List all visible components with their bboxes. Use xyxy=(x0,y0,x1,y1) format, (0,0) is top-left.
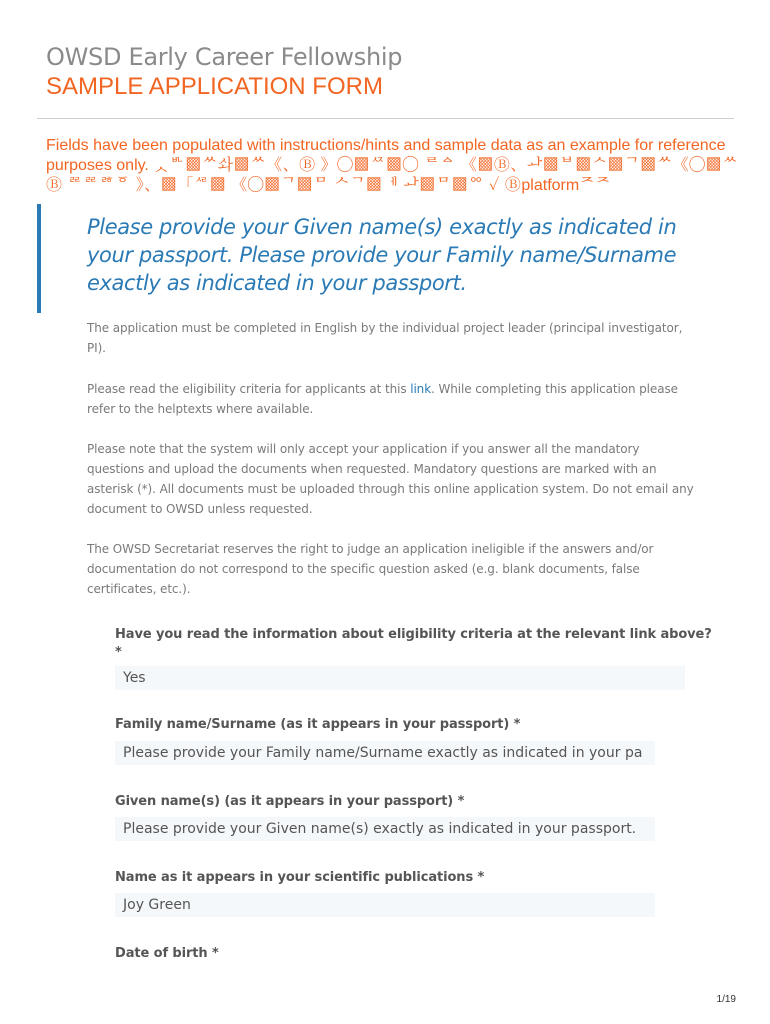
notice-platform-word: platform xyxy=(521,177,580,194)
question-family-name-label: Family name/Surname (as it appears in your passport) * xyxy=(115,717,521,732)
header-divider xyxy=(37,118,734,119)
eligibility-link[interactable]: link xyxy=(410,382,432,396)
sample-data-notice xyxy=(46,136,746,196)
page-title: OWSD Early Career Fellowship xyxy=(46,43,403,71)
notice-garbled-glyphs-1: ᆺᄟ▩ᄊᄼᅪ▩ᄊ《、Ⓑ 》◯▩ᄶ▩◯ ᄅᅀ 《▩Ⓑ、ᅪ▩ᄇ▩ᄉ▩ᄀ▩ᄊ《◯▩ᄊ Ⓑ xyxy=(46,157,739,194)
question-date-of-birth-label: Date of birth * xyxy=(115,946,219,961)
notice-text: Fields have been populated with instructions/hints and sample data as an example for reference purposes only. xyxy=(46,137,726,174)
intro-heading: Please provide your Given name(s) exactly as indicated in your passport. Please provide your Family name/Surname exactly as indicated in your passport. xyxy=(87,215,677,295)
intro-paragraph-language: The application must be completed in English by the individual project leader (principal investigator, PI). xyxy=(87,321,683,355)
question-family-name-answer[interactable]: Please provide your Family name/Surname exactly as indicated in your pa xyxy=(115,741,655,765)
notice-garbled-glyphs-2: ᄙᄙᄚᅙ 》、▩「ᄰ▩ 《◯▩ᄀ▩ᄆ ᄉᅠᄀ▩ᅦ ᅪ▩ᄆ▩ᅇ ✓ Ⓑ xyxy=(66,177,522,194)
question-given-name-answer[interactable]: Please provide your Given name(s) exactly as indicated in your passport. xyxy=(115,817,655,841)
question-eligibility-read-label: Have you read the information about eligibility criteria at the relevant link above? * xyxy=(115,627,712,660)
eligibility-text-before: Please read the eligibility criteria for applicants at this xyxy=(87,382,411,396)
notice-garbled-glyphs-3: ᄌᄌ xyxy=(579,177,612,194)
intro-paragraph-secretariat: The OWSD Secretariat reserves the right to judge an application ineligible if the answers and/or documentation do not correspond to the specific question asked (e.g. blank documents, false certificates, etc.). xyxy=(87,542,654,596)
form-header xyxy=(46,42,736,102)
quote-accent-bar xyxy=(37,204,41,313)
page-subtitle: SAMPLE APPLICATION FORM xyxy=(46,73,383,100)
intro-paragraph-mandatory: Please note that the system will only accept your application if you answer all the mandatory questions and upload the documents when requested. Mandatory questions are marked with an asterisk (*). All documents must be uploaded through this online application system. Do not email any document to OWSD unless requested. xyxy=(87,442,694,516)
page-number: 1/19 xyxy=(716,994,736,1005)
question-given-name-label: Given name(s) (as it appears in your passport) * xyxy=(115,794,465,809)
question-publication-name-answer[interactable]: Joy Green xyxy=(115,893,655,917)
eligibility-text-after: . While completing this application please refer to the helptexts where available. xyxy=(87,382,678,416)
question-eligibility-read-answer[interactable]: Yes xyxy=(115,666,685,690)
intro-paragraph-eligibility xyxy=(87,379,697,419)
question-publication-name-label: Name as it appears in your scientific publications * xyxy=(115,870,485,885)
